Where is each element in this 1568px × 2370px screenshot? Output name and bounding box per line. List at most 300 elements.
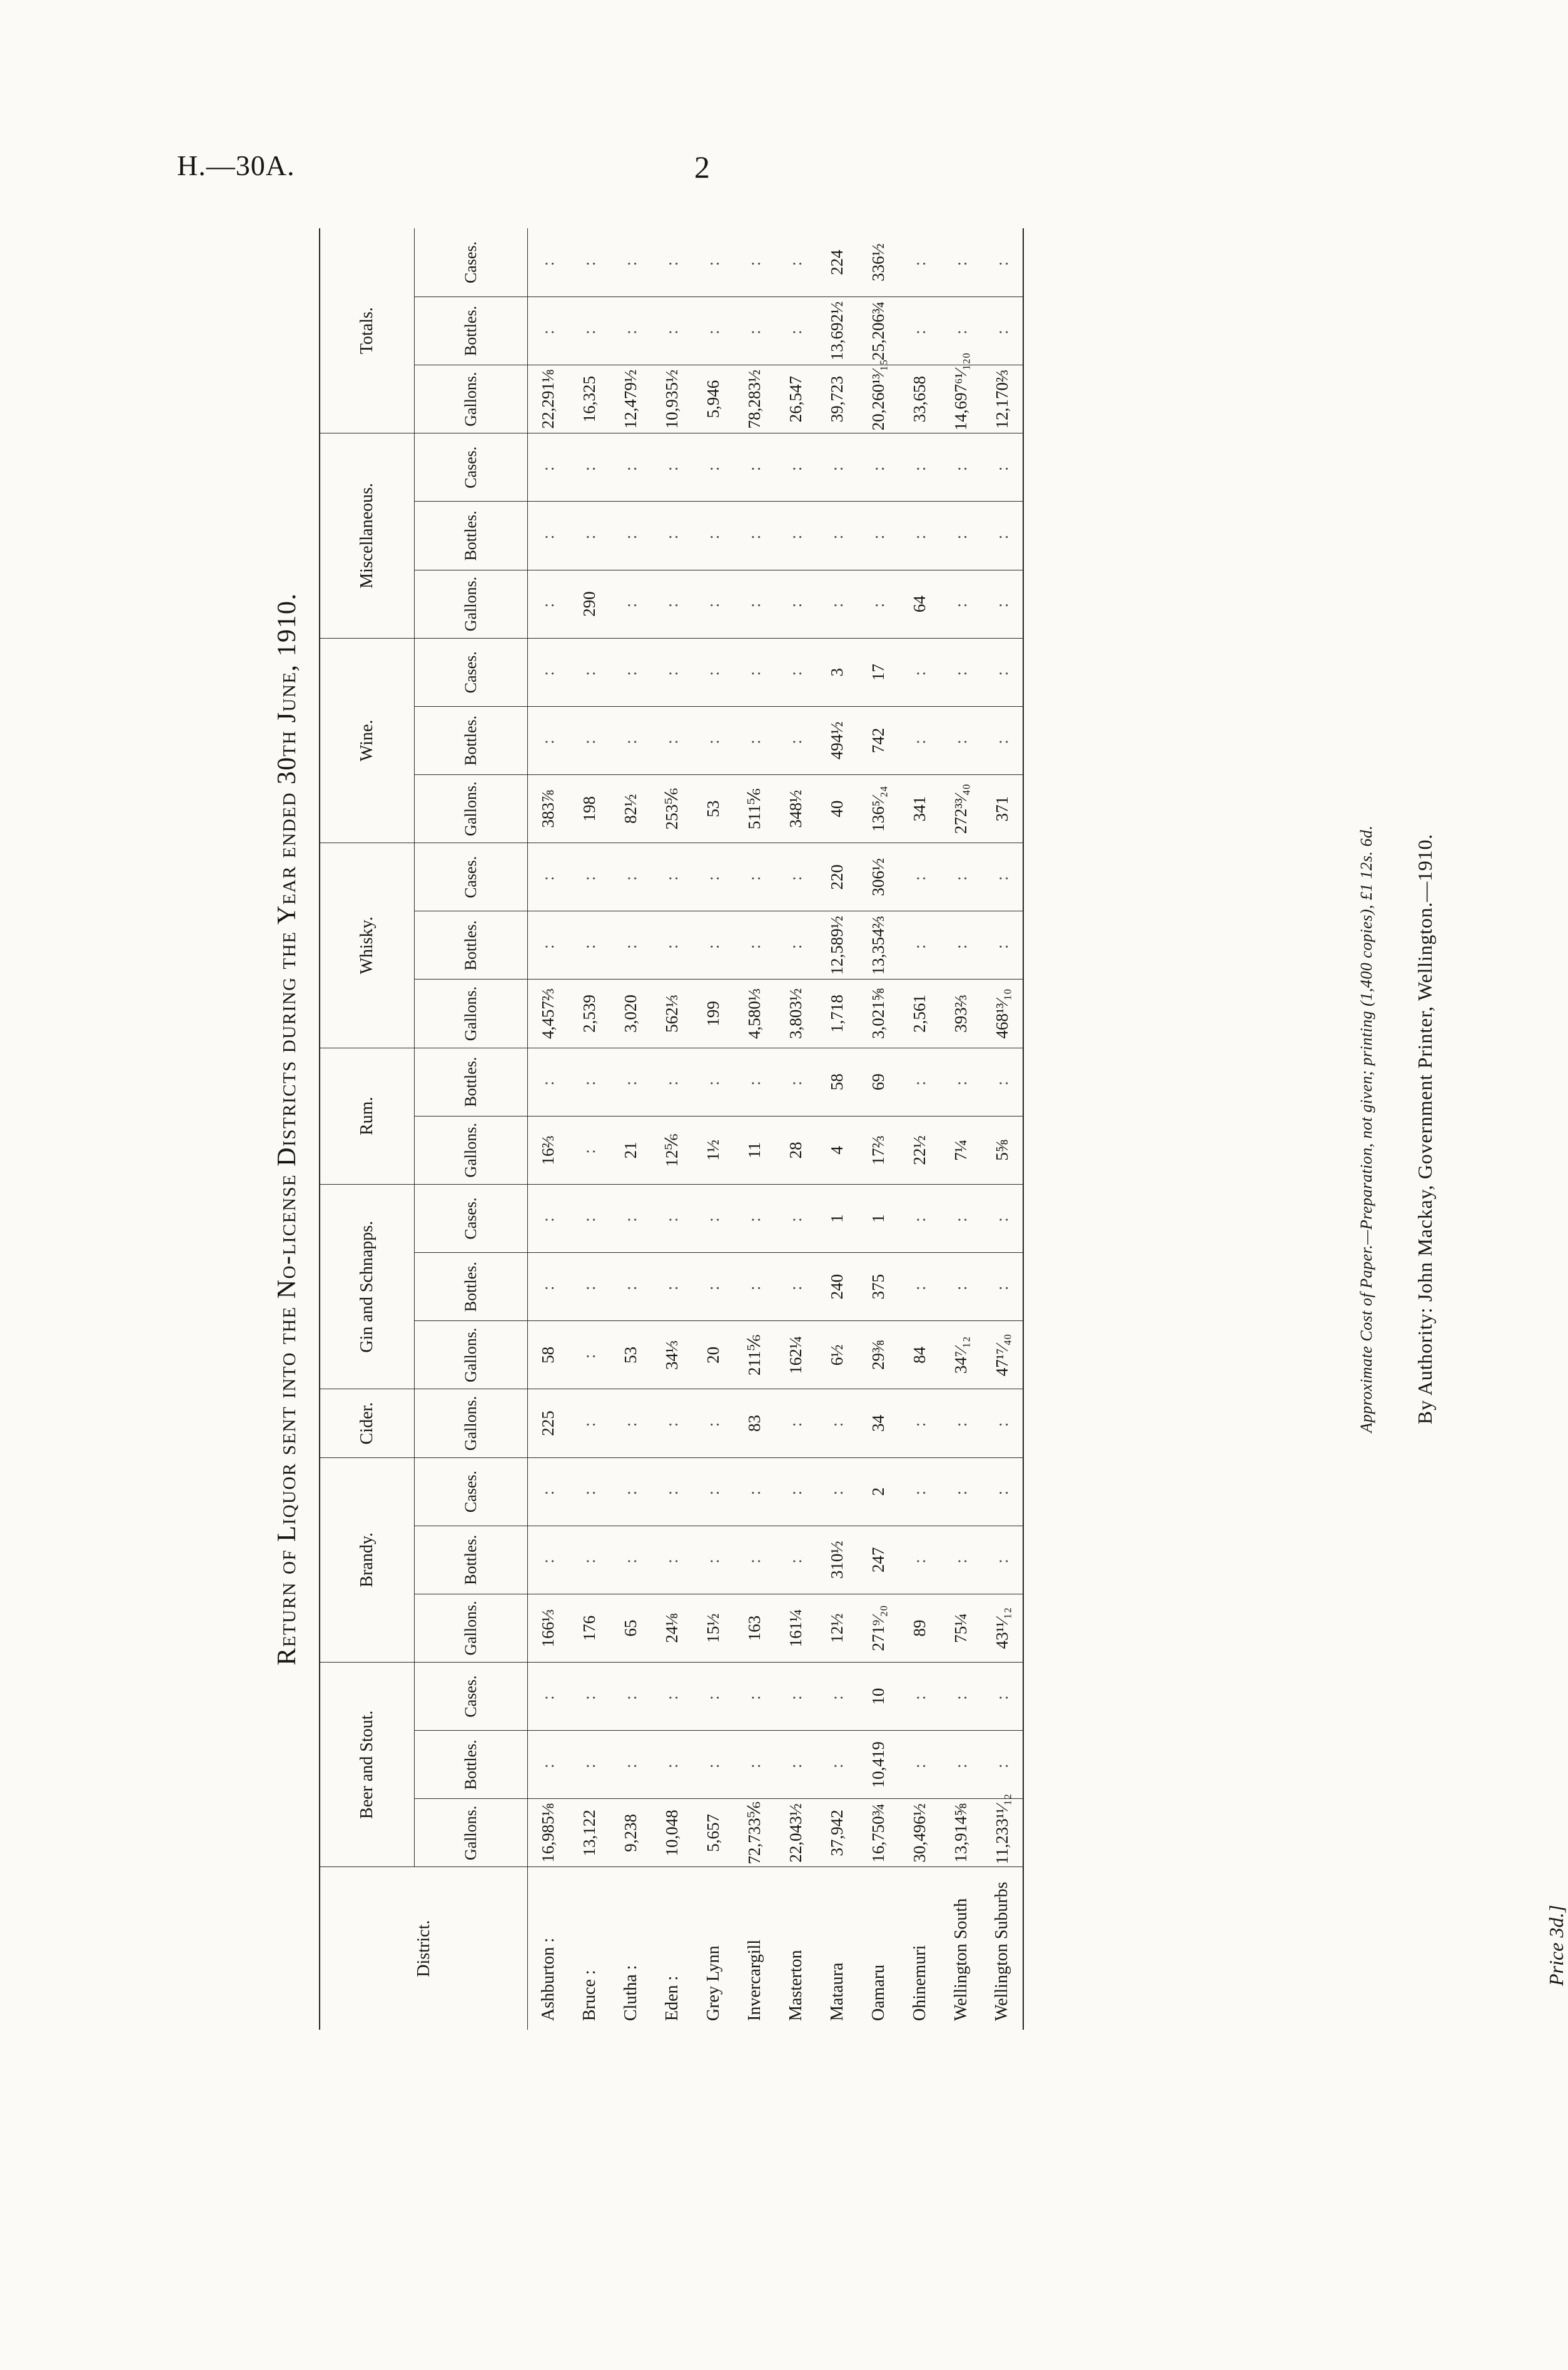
price-label: Price 3d.] bbox=[1545, 1905, 1567, 1986]
value-cell: : bbox=[652, 1389, 693, 1457]
value-cell: : bbox=[693, 638, 734, 706]
value-cell: : bbox=[610, 1253, 652, 1321]
value-cell: : bbox=[734, 1184, 776, 1252]
value-cell: 13,692½ bbox=[817, 296, 858, 365]
value-cell: 198 bbox=[569, 775, 610, 843]
value-cell: : bbox=[899, 1389, 941, 1457]
value-cell: : bbox=[817, 433, 858, 502]
district-cell: Bruce : bbox=[579, 1970, 599, 2021]
value-cell: : bbox=[528, 296, 569, 365]
value-cell: : bbox=[941, 433, 982, 502]
table-row bbox=[528, 228, 569, 2030]
value-cell: : bbox=[734, 1731, 776, 1799]
value-cell: : bbox=[776, 1731, 817, 1799]
value-cell: : bbox=[899, 1457, 941, 1526]
value-cell: : bbox=[734, 1253, 776, 1321]
value-cell: : bbox=[693, 1048, 734, 1116]
value-cell: 225 bbox=[528, 1389, 569, 1457]
value-cell: : bbox=[652, 1457, 693, 1526]
page-number: 2 bbox=[694, 149, 710, 185]
value-cell: : bbox=[899, 843, 941, 911]
value-cell: : bbox=[982, 911, 1023, 980]
value-cell: : bbox=[776, 638, 817, 706]
value-cell: : bbox=[569, 1526, 610, 1594]
value-cell: : bbox=[528, 706, 569, 774]
value-cell: : bbox=[941, 1526, 982, 1594]
value-cell: : bbox=[528, 228, 569, 296]
value-cell: 2,539 bbox=[569, 980, 610, 1048]
value-cell: 742 bbox=[858, 706, 899, 774]
value-cell: 34⅓ bbox=[652, 1321, 693, 1389]
value-cell: : bbox=[528, 1526, 569, 1594]
value-cell: : bbox=[569, 1663, 610, 1731]
sub-header: Cases. bbox=[415, 638, 528, 706]
value-cell: : bbox=[610, 1184, 652, 1252]
group-header: Brandy. bbox=[320, 1457, 415, 1662]
value-cell: 12,479½ bbox=[610, 365, 652, 433]
value-cell: : bbox=[899, 1526, 941, 1594]
value-cell: : bbox=[982, 706, 1023, 774]
table-row bbox=[693, 228, 734, 2030]
sub-header: Bottles. bbox=[415, 1526, 528, 1594]
value-cell: : bbox=[734, 1048, 776, 1116]
value-cell: 12½ bbox=[817, 1594, 858, 1662]
value-cell: 28 bbox=[776, 1116, 817, 1184]
value-cell: 78,283½ bbox=[734, 365, 776, 433]
value-cell: : bbox=[693, 911, 734, 980]
value-cell: : bbox=[693, 1731, 734, 1799]
value-cell: 69 bbox=[858, 1048, 899, 1116]
value-cell: 16,750¾ bbox=[858, 1799, 899, 1867]
value-cell: : bbox=[941, 1389, 982, 1457]
value-cell: 82½ bbox=[610, 775, 652, 843]
value-cell: 6½ bbox=[817, 1321, 858, 1389]
value-cell: : bbox=[652, 638, 693, 706]
value-cell: : bbox=[941, 1048, 982, 1116]
value-cell: : bbox=[610, 1389, 652, 1457]
value-cell: : bbox=[693, 433, 734, 502]
table-title: Return of Liquor sent into the No-license Districts during the Year ended 30th June, 1910. bbox=[273, 592, 301, 1666]
value-cell: 3,020 bbox=[610, 980, 652, 1048]
value-cell: 5⅝ bbox=[982, 1116, 1023, 1184]
value-cell: : bbox=[776, 1526, 817, 1594]
value-cell: 12,589½ bbox=[817, 911, 858, 980]
value-cell: : bbox=[982, 1253, 1023, 1321]
value-cell: 24⅛ bbox=[652, 1594, 693, 1662]
value-cell: : bbox=[610, 638, 652, 706]
value-cell: 83 bbox=[734, 1389, 776, 1457]
value-cell: : bbox=[817, 1663, 858, 1731]
value-cell: 240 bbox=[817, 1253, 858, 1321]
value-cell: 13,354⅔ bbox=[858, 911, 899, 980]
district-cell: Mataura bbox=[827, 1962, 847, 2021]
value-cell: 253⅚ bbox=[652, 775, 693, 843]
value-cell: : bbox=[734, 1526, 776, 1594]
value-cell: : bbox=[817, 1389, 858, 1457]
value-cell: 75¼ bbox=[941, 1594, 982, 1662]
value-cell: : bbox=[693, 1663, 734, 1731]
sub-header: Bottles. bbox=[415, 911, 528, 980]
value-cell: 1 bbox=[858, 1184, 899, 1252]
value-cell: : bbox=[776, 1253, 817, 1321]
value-cell: : bbox=[899, 228, 941, 296]
value-cell: : bbox=[941, 570, 982, 638]
value-cell: 3,021⅝ bbox=[858, 980, 899, 1048]
value-cell: : bbox=[610, 1457, 652, 1526]
value-cell: : bbox=[982, 433, 1023, 502]
value-cell: : bbox=[899, 638, 941, 706]
value-cell: 393⅔ bbox=[941, 980, 982, 1048]
value-cell: 9,238 bbox=[610, 1799, 652, 1867]
sub-header: Bottles. bbox=[415, 296, 528, 365]
district-cell: Oamaru bbox=[868, 1964, 888, 2021]
sub-header: Gallons. bbox=[415, 365, 528, 433]
value-cell: : bbox=[858, 502, 899, 570]
value-cell: : bbox=[982, 1184, 1023, 1252]
value-cell: : bbox=[528, 911, 569, 980]
value-cell: 34⁷⁄₁₂ bbox=[941, 1321, 982, 1389]
district-cell: Eden : bbox=[662, 1975, 682, 2021]
value-cell: : bbox=[569, 1184, 610, 1252]
value-cell: : bbox=[899, 433, 941, 502]
value-cell: : bbox=[652, 1731, 693, 1799]
district-cell: Clutha : bbox=[620, 1965, 640, 2021]
value-cell: 176 bbox=[569, 1594, 610, 1662]
value-cell: 20 bbox=[693, 1321, 734, 1389]
sub-header: Bottles. bbox=[415, 1048, 528, 1116]
value-cell: : bbox=[569, 1048, 610, 1116]
value-cell: : bbox=[734, 706, 776, 774]
value-cell: : bbox=[569, 911, 610, 980]
value-cell: : bbox=[569, 1253, 610, 1321]
value-cell: : bbox=[610, 1048, 652, 1116]
group-header: Gin and Schnapps. bbox=[320, 1184, 415, 1389]
value-cell: : bbox=[899, 1731, 941, 1799]
value-cell: 336½ bbox=[858, 228, 899, 296]
value-cell: : bbox=[693, 706, 734, 774]
sub-header: Gallons. bbox=[415, 1389, 528, 1457]
value-cell: : bbox=[693, 296, 734, 365]
value-cell: : bbox=[941, 843, 982, 911]
value-cell: : bbox=[652, 570, 693, 638]
value-cell: : bbox=[817, 1457, 858, 1526]
value-cell: 16⅔ bbox=[528, 1116, 569, 1184]
district-cell: Ashburton : bbox=[538, 1938, 558, 2021]
value-cell: 58 bbox=[817, 1048, 858, 1116]
value-cell: : bbox=[734, 502, 776, 570]
value-cell: 1½ bbox=[693, 1116, 734, 1184]
value-cell: : bbox=[693, 1184, 734, 1252]
value-cell: : bbox=[528, 843, 569, 911]
sub-header: Gallons. bbox=[415, 1321, 528, 1389]
sub-header: Gallons. bbox=[415, 1594, 528, 1662]
value-cell: 5,657 bbox=[693, 1799, 734, 1867]
value-cell: 375 bbox=[858, 1253, 899, 1321]
value-cell: : bbox=[528, 1048, 569, 1116]
group-header: Whisky. bbox=[320, 843, 415, 1048]
table-row bbox=[982, 228, 1023, 2030]
value-cell: 17 bbox=[858, 638, 899, 706]
value-cell: 21 bbox=[610, 1116, 652, 1184]
value-cell: : bbox=[528, 570, 569, 638]
value-cell: : bbox=[982, 1457, 1023, 1526]
value-cell: : bbox=[776, 1389, 817, 1457]
sub-header-row bbox=[415, 228, 528, 2030]
value-cell: : bbox=[734, 843, 776, 911]
value-cell: : bbox=[734, 638, 776, 706]
value-cell: : bbox=[693, 1253, 734, 1321]
value-cell: : bbox=[899, 911, 941, 980]
value-cell: 3 bbox=[817, 638, 858, 706]
value-cell: : bbox=[569, 638, 610, 706]
value-cell: : bbox=[941, 706, 982, 774]
value-cell: 65 bbox=[610, 1594, 652, 1662]
value-cell: : bbox=[776, 296, 817, 365]
value-cell: : bbox=[528, 638, 569, 706]
value-cell: 4,580⅓ bbox=[734, 980, 776, 1048]
value-cell: : bbox=[652, 843, 693, 911]
value-cell: : bbox=[899, 1253, 941, 1321]
value-cell: 306½ bbox=[858, 843, 899, 911]
value-cell: : bbox=[734, 1457, 776, 1526]
value-cell: : bbox=[941, 502, 982, 570]
sub-header: Gallons. bbox=[415, 775, 528, 843]
value-cell: : bbox=[776, 1663, 817, 1731]
value-cell: : bbox=[569, 502, 610, 570]
value-cell: 166⅓ bbox=[528, 1594, 569, 1662]
rotated-return bbox=[238, 222, 1567, 2036]
value-cell: : bbox=[569, 1731, 610, 1799]
value-cell: 468¹³⁄₁₀ bbox=[982, 980, 1023, 1048]
sub-header: Cases. bbox=[415, 843, 528, 911]
value-cell: 220 bbox=[817, 843, 858, 911]
value-cell: : bbox=[776, 570, 817, 638]
value-cell: : bbox=[652, 433, 693, 502]
value-cell: : bbox=[776, 1184, 817, 1252]
value-cell: 40 bbox=[817, 775, 858, 843]
sub-header: Cases. bbox=[415, 1184, 528, 1252]
value-cell: : bbox=[899, 1048, 941, 1116]
value-cell: 10,419 bbox=[858, 1731, 899, 1799]
value-cell: : bbox=[610, 228, 652, 296]
value-cell: : bbox=[982, 1526, 1023, 1594]
value-cell: : bbox=[652, 1048, 693, 1116]
table-row bbox=[734, 228, 776, 2030]
table-row bbox=[776, 228, 817, 2030]
value-cell: : bbox=[693, 1457, 734, 1526]
value-cell: : bbox=[569, 296, 610, 365]
table-row bbox=[817, 228, 858, 2030]
value-cell: : bbox=[776, 706, 817, 774]
value-cell: 47¹⁷⁄₄₀ bbox=[982, 1321, 1023, 1389]
value-cell: 2,561 bbox=[899, 980, 941, 1048]
value-cell: : bbox=[734, 570, 776, 638]
value-cell: 14,697⁶¹⁄₁₂₀ bbox=[941, 365, 982, 433]
value-cell: : bbox=[610, 1731, 652, 1799]
value-cell: 11,233¹¹⁄₁₂ bbox=[982, 1799, 1023, 1867]
value-cell: : bbox=[610, 706, 652, 774]
value-cell: 20,260¹³⁄₁₅ bbox=[858, 365, 899, 433]
value-cell: : bbox=[858, 433, 899, 502]
value-cell: : bbox=[569, 433, 610, 502]
value-cell: : bbox=[569, 1389, 610, 1457]
value-cell: 562⅓ bbox=[652, 980, 693, 1048]
value-cell: 29⅜ bbox=[858, 1321, 899, 1389]
value-cell: : bbox=[899, 502, 941, 570]
value-cell: : bbox=[734, 911, 776, 980]
value-cell: 4 bbox=[817, 1116, 858, 1184]
value-cell: 199 bbox=[693, 980, 734, 1048]
value-cell: : bbox=[528, 1731, 569, 1799]
value-cell: : bbox=[528, 502, 569, 570]
group-header-row bbox=[320, 228, 415, 2030]
sub-header: Cases. bbox=[415, 1457, 528, 1526]
cost-note: Approximate Cost of Paper.—Preparation, not given; printing (1,400 copies), £1 12s. 6d. bbox=[1357, 825, 1375, 1433]
value-cell: : bbox=[982, 570, 1023, 638]
value-cell: : bbox=[652, 296, 693, 365]
value-cell: : bbox=[569, 228, 610, 296]
sub-header: Bottles. bbox=[415, 1253, 528, 1321]
value-cell: : bbox=[941, 1663, 982, 1731]
value-cell: 1,718 bbox=[817, 980, 858, 1048]
value-cell: : bbox=[982, 502, 1023, 570]
sub-header: Gallons. bbox=[415, 980, 528, 1048]
value-cell: : bbox=[817, 570, 858, 638]
value-cell: 26,547 bbox=[776, 365, 817, 433]
value-cell: : bbox=[776, 228, 817, 296]
value-cell: : bbox=[941, 1731, 982, 1799]
value-cell: 136⁵⁄₂₄ bbox=[858, 775, 899, 843]
value-cell: : bbox=[693, 843, 734, 911]
value-cell: : bbox=[652, 1663, 693, 1731]
value-cell: : bbox=[941, 296, 982, 365]
value-cell: : bbox=[652, 706, 693, 774]
value-cell: : bbox=[734, 1663, 776, 1731]
table-row bbox=[941, 228, 982, 2030]
value-cell: : bbox=[652, 1184, 693, 1252]
value-cell: : bbox=[610, 502, 652, 570]
value-cell: 15½ bbox=[693, 1594, 734, 1662]
value-cell: 11 bbox=[734, 1116, 776, 1184]
district-cell: Ohinemuri bbox=[909, 1945, 929, 2021]
value-cell: 25,206¾ bbox=[858, 296, 899, 365]
value-cell: : bbox=[528, 1663, 569, 1731]
value-cell: : bbox=[941, 1184, 982, 1252]
sub-header: Cases. bbox=[415, 433, 528, 502]
value-cell: 53 bbox=[610, 1321, 652, 1389]
value-cell: : bbox=[982, 1731, 1023, 1799]
sub-header: Bottles. bbox=[415, 706, 528, 774]
value-cell: 12,170⅔ bbox=[982, 365, 1023, 433]
value-cell: : bbox=[569, 1321, 610, 1389]
table-body bbox=[528, 228, 1023, 2030]
value-cell: : bbox=[528, 1184, 569, 1252]
value-cell: 13,914⅝ bbox=[941, 1799, 982, 1867]
value-cell: : bbox=[982, 1048, 1023, 1116]
value-cell: : bbox=[610, 843, 652, 911]
value-cell: : bbox=[693, 228, 734, 296]
group-header: Totals. bbox=[320, 228, 415, 433]
value-cell: : bbox=[941, 911, 982, 980]
group-header: Cider. bbox=[320, 1389, 415, 1457]
value-cell: : bbox=[776, 911, 817, 980]
value-cell: : bbox=[899, 296, 941, 365]
value-cell: : bbox=[693, 502, 734, 570]
value-cell: : bbox=[982, 638, 1023, 706]
value-cell: : bbox=[610, 1526, 652, 1594]
value-cell: : bbox=[528, 1457, 569, 1526]
value-cell: : bbox=[528, 1253, 569, 1321]
sub-header: Gallons. bbox=[415, 570, 528, 638]
liquor-return-table bbox=[319, 228, 1024, 2030]
value-cell: : bbox=[858, 570, 899, 638]
value-cell: : bbox=[652, 911, 693, 980]
value-cell: 341 bbox=[899, 775, 941, 843]
value-cell: : bbox=[693, 570, 734, 638]
value-cell: 72,733⅚ bbox=[734, 1799, 776, 1867]
value-cell: 348½ bbox=[776, 775, 817, 843]
value-cell: 58 bbox=[528, 1321, 569, 1389]
value-cell: 272³³⁄₄₀ bbox=[941, 775, 982, 843]
sub-header: Bottles. bbox=[415, 502, 528, 570]
value-cell: 53 bbox=[693, 775, 734, 843]
value-cell: : bbox=[982, 843, 1023, 911]
value-cell: : bbox=[569, 1457, 610, 1526]
value-cell: : bbox=[569, 1116, 610, 1184]
value-cell: : bbox=[734, 433, 776, 502]
table-row bbox=[569, 228, 610, 2030]
value-cell: : bbox=[941, 1253, 982, 1321]
table-row bbox=[610, 228, 652, 2030]
value-cell: : bbox=[776, 843, 817, 911]
value-cell: : bbox=[982, 1663, 1023, 1731]
table-row bbox=[899, 228, 941, 2030]
value-cell: 247 bbox=[858, 1526, 899, 1594]
value-cell: 12⅚ bbox=[652, 1116, 693, 1184]
value-cell: 34 bbox=[858, 1389, 899, 1457]
value-cell: 3,803½ bbox=[776, 980, 817, 1048]
value-cell: : bbox=[652, 1253, 693, 1321]
sub-header: Cases. bbox=[415, 228, 528, 296]
value-cell: 162¼ bbox=[776, 1321, 817, 1389]
value-cell: : bbox=[776, 502, 817, 570]
value-cell: : bbox=[528, 433, 569, 502]
value-cell: : bbox=[652, 502, 693, 570]
table-row bbox=[858, 228, 899, 2030]
value-cell: 5,946 bbox=[693, 365, 734, 433]
value-cell: : bbox=[610, 570, 652, 638]
group-header: Rum. bbox=[320, 1048, 415, 1184]
value-cell: 290 bbox=[569, 570, 610, 638]
value-cell: : bbox=[941, 228, 982, 296]
value-cell: 494½ bbox=[817, 706, 858, 774]
value-cell: : bbox=[652, 1526, 693, 1594]
sub-header: Cases. bbox=[415, 1663, 528, 1731]
district-cell: Invercargill bbox=[744, 1939, 764, 2021]
value-cell: : bbox=[569, 843, 610, 911]
value-cell: 271⁹⁄₂₀ bbox=[858, 1594, 899, 1662]
value-cell: 43¹¹⁄₁₂ bbox=[982, 1594, 1023, 1662]
value-cell: 64 bbox=[899, 570, 941, 638]
value-cell: 84 bbox=[899, 1321, 941, 1389]
value-cell: 4,457⅔ bbox=[528, 980, 569, 1048]
value-cell: 511⅚ bbox=[734, 775, 776, 843]
sub-header: Gallons. bbox=[415, 1799, 528, 1867]
district-cell: Masterton bbox=[786, 1950, 806, 2021]
value-cell: 22,043½ bbox=[776, 1799, 817, 1867]
value-cell: 16,325 bbox=[569, 365, 610, 433]
value-cell: 22,291⅛ bbox=[528, 365, 569, 433]
